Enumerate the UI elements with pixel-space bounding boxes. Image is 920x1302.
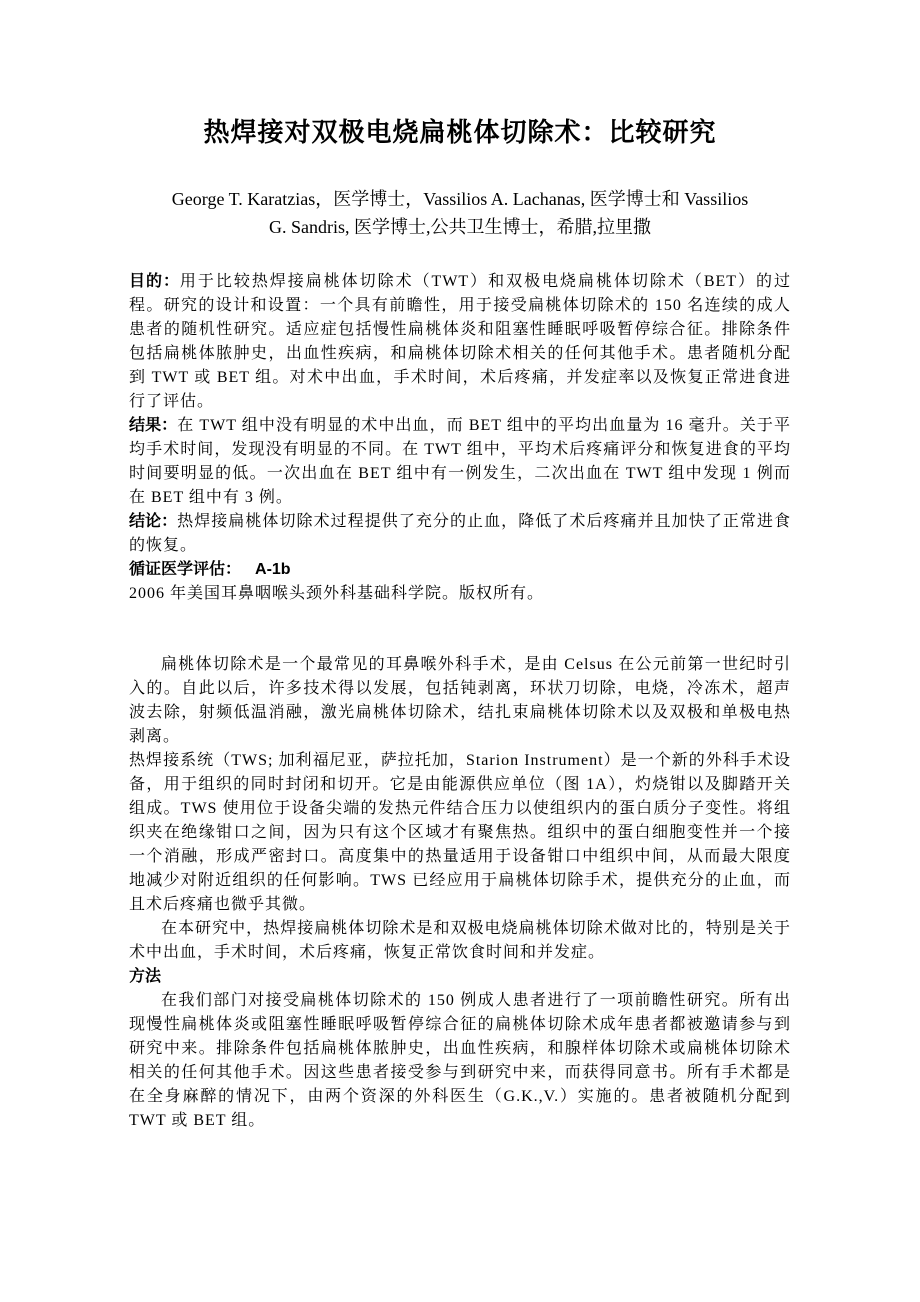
methods-heading: 方法 xyxy=(129,968,162,985)
body-paragraph-4: 在我们部门对接受扁桃体切除术的 150 例成人患者进行了一项前瞻性研究。所有出现慢性扁桃体炎或阻塞性睡眠呼吸暂停综合征的扁桃体切除术成年患者都被邀请参与到研究中来。排除条件包括扁桃体脓肿史，出血性疾病，和腺样体切除术或扁桃体切除术相关的任何其他手术。因这些患者接受参与到研究中来，而获得同意书。所有手术都是在全身麻醉的情况下，由两个资深的外科医生（G.K.,V.）实施的。患者被随机分配到 TWT 或 BET 组。 xyxy=(129,992,791,1129)
copyright-line: 2006 年美国耳鼻咽喉头颈外科基础科学院。版权所有。 xyxy=(129,585,545,602)
abstract-results-paragraph xyxy=(129,414,791,510)
objective-text: 用于比较热焊接扁桃体切除术（TWT）和双极电烧扁桃体切除术（BET）的过程。研究的设计和设置：一个具有前瞻性，用于接受扁桃体切除术的 150 名连续的成人患者的随机性研究。适应症包括慢性扁桃体炎和阻塞性睡眠呼吸暂停综合征。排除条件包括扁桃体脓肿史，出血性疾病，和扁桃体切除术相关的任何其他手术。患者随机分配到 TWT 或 BET 组。对术中出血，手术时间，术后疼痛，并发症率以及恢复正常进食进行了评估。 xyxy=(129,273,791,410)
results-text: 在 TWT 组中没有明显的术中出血，而 BET 组中的平均出血量为 16 毫升。关于平均手术时间，发现没有明显的不同。在 TWT 组中，平均术后疼痛评分和恢复进食的平均时间要明显的低。一次出血在 BET 组中有一例发生，二次出血在 TWT 组中发现 1 例而在 BET 组中有 3 例。 xyxy=(129,417,791,506)
author-block xyxy=(129,185,791,241)
conclusion-label: 结论： xyxy=(129,513,178,530)
body-paragraph-2: 热焊接系统（TWS; 加利福尼亚，萨拉托加，Starion Instrument）是一个新的外科手术设备，用于组织的同时封闭和切开。它是由能源供应单位（图 1A），灼烧钳以及脚踏开关组成。TWS 使用位于设备尖端的发热元件结合压力以使组织内的蛋白质分子变性。将组织夹在绝缘钳口之间，因为只有这个区域才有聚焦热。组织中的蛋白细胞变性并一个接一个消融，形成严密封口。高度集中的热量适用于设备钳口中组织中间，从而最大限度地减少对附近组织的任何影响。TWS 已经应用于扁桃体切除手术，提供充分的止血，而且术后疼痛也微乎其微。 xyxy=(129,752,791,913)
article-body xyxy=(129,653,791,1133)
abstract-conclusion-paragraph xyxy=(129,510,791,558)
ebm-rating-line xyxy=(129,558,791,582)
body-paragraph-1: 扁桃体切除术是一个最常见的耳鼻喉外科手术，是由 Celsus 在公元前第一世纪时引入的。自此以后，许多技术得以发展，包括钝剥离，环状刀切除，电烧，冷冻术，超声波去除，射频低温消融，激光扁桃体切除术，结扎束扁桃体切除术以及双极和单极电热剥离。 xyxy=(129,656,791,745)
abstract-section xyxy=(129,270,791,606)
conclusion-text: 热焊接扁桃体切除术过程提供了充分的止血，降低了术后疼痛并且加快了正常进食的恢复。 xyxy=(129,513,791,554)
ebm-label: 循证医学评估： xyxy=(129,561,242,578)
ebm-value: A-1b xyxy=(255,561,291,578)
objective-label: 目的： xyxy=(129,273,180,290)
author-line-2: G. Sandris, 医学博士,公共卫生博士，希腊,拉里撒 xyxy=(269,217,651,237)
results-label: 结果： xyxy=(129,417,178,434)
page-title: 热焊接对双极电烧扁桃体切除术：比较研究 xyxy=(203,117,717,147)
author-line-1: George T. Karatzias，医学博士，Vassilios A. Lachanas, 医学博士和 Vassilios xyxy=(171,189,749,209)
abstract-objective-paragraph xyxy=(129,270,791,414)
body-paragraph-3: 在本研究中，热焊接扁桃体切除术是和双极电烧扁桃体切除术做对比的，特别是关于术中出血，手术时间，术后疼痛，恢复正常饮食时间和并发症。 xyxy=(129,920,791,961)
